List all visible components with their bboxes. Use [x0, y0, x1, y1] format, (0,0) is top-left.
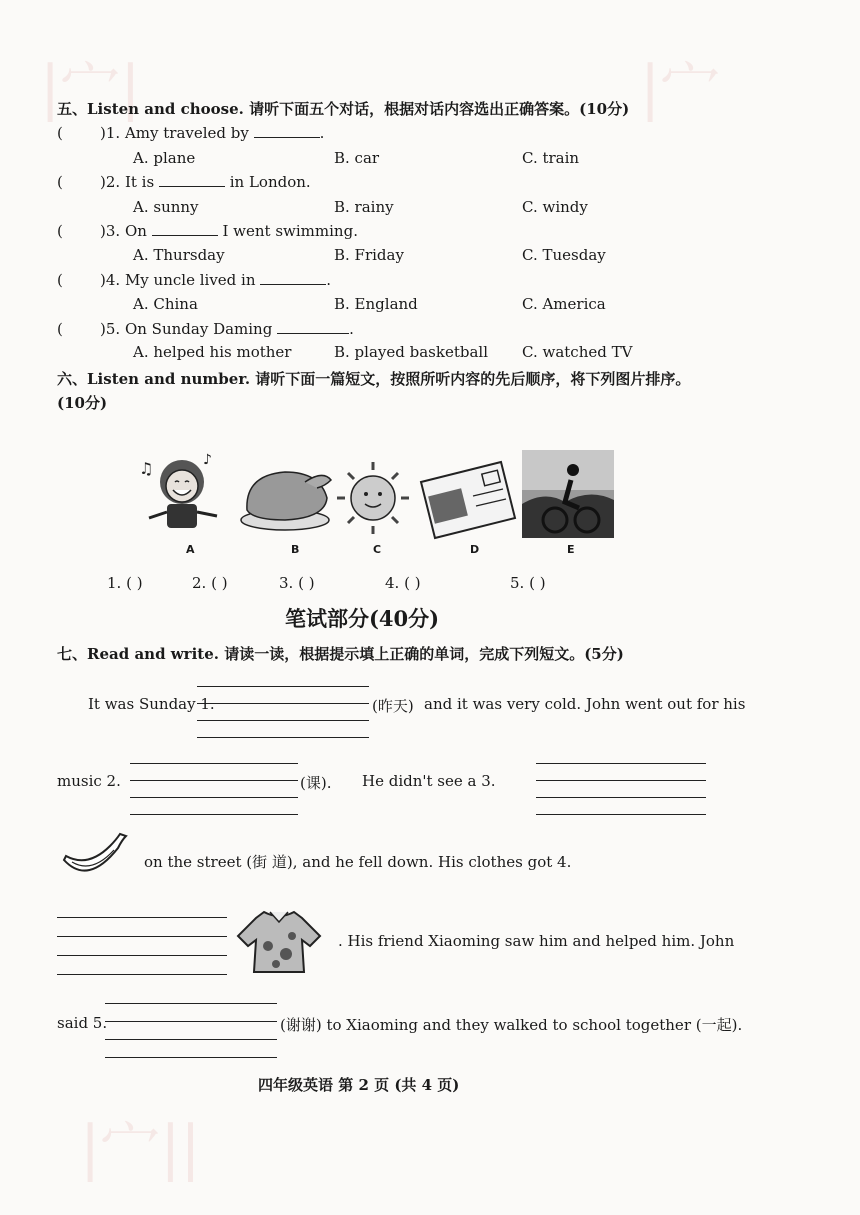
writing-guide-line [57, 917, 227, 918]
passage-text: It was Sunday 1. [88, 695, 215, 713]
option-c: C. America [522, 295, 606, 313]
writing-guide-line [536, 763, 706, 764]
section6-score: (10分) [57, 394, 108, 412]
option-c: C. Tuesday [522, 246, 606, 264]
answer-slot[interactable]: 2. ( ) [192, 574, 228, 592]
option-b: B. played basketball [334, 343, 488, 361]
passage-text: music 2. [57, 772, 121, 790]
passage-text: He didn't see a 3. [362, 772, 496, 790]
written-part-title: 笔试部分(40分) [285, 606, 440, 631]
picture-row [135, 440, 625, 540]
writing-guide-line [130, 797, 298, 798]
answer-blank[interactable] [277, 332, 349, 334]
passage-text: and it was very cold. John went out for his [424, 695, 746, 713]
writing-guide-line [57, 974, 227, 975]
svg-text:♫: ♫ [139, 459, 154, 478]
option-a: A. Thursday [133, 246, 225, 264]
option-a: A. sunny [133, 198, 199, 216]
answer-slot[interactable]: 1. ( ) [107, 574, 143, 592]
question-paren: ( [57, 173, 63, 191]
question-paren: ( [57, 320, 63, 338]
option-b: B. England [334, 295, 418, 313]
picture-label: B [291, 543, 300, 556]
passage-text: . His friend Xiaoming saw him and helped him. John [338, 932, 735, 950]
option-b: B. rainy [334, 198, 394, 216]
question-stem: )2. It is in London. [100, 173, 311, 191]
section6-heading: 六、Listen and number. 请听下面一篇短文，按照所听内容的先后顺序，将下列图片排序。 [57, 370, 691, 388]
writing-guide-line [130, 763, 298, 764]
page-footer: 四年级英语 第 2 页 (共 4 页) [258, 1076, 460, 1094]
postcard-icon [421, 462, 515, 538]
question-paren: ( [57, 124, 63, 142]
question-stem: )4. My uncle lived in . [100, 271, 332, 289]
question-paren: ( [57, 222, 63, 240]
answer-line-1[interactable] [197, 703, 369, 704]
singing-girl-icon [139, 452, 217, 528]
answer-line-2[interactable] [130, 780, 298, 781]
answer-line-4[interactable] [57, 936, 227, 937]
option-c: C. train [522, 149, 580, 167]
option-a: A. helped his mother [133, 343, 292, 361]
question-paren: ( [57, 271, 63, 289]
svg-text:♪: ♪ [203, 452, 212, 468]
hint-text: (课). [300, 774, 332, 792]
writing-guide-line [197, 720, 369, 721]
option-a: A. plane [133, 149, 196, 167]
answer-blank[interactable] [152, 234, 218, 236]
section5-heading: 五、Listen and choose. 请听下面五个对话，根据对话内容选出正确答案。(10分) [57, 100, 630, 118]
passage-text: said 5. [57, 1014, 108, 1032]
writing-guide-line [197, 737, 369, 738]
writing-guide-line [105, 1003, 277, 1004]
hint-text: (昨天) [372, 697, 414, 715]
option-c: C. windy [522, 198, 588, 216]
roast-chicken-icon [241, 472, 331, 530]
option-b: B. car [334, 149, 380, 167]
answer-line-3[interactable] [536, 780, 706, 781]
picture-label: D [470, 543, 480, 556]
answer-slot[interactable]: 5. ( ) [510, 574, 546, 592]
option-b: B. Friday [334, 246, 404, 264]
section7-heading: 七、Read and write. 请读一读，根据提示填上正确的单词，完成下列短文。(5分) [57, 645, 624, 663]
writing-guide-line [105, 1057, 277, 1058]
question-stem: )3. On I went swimming. [100, 222, 358, 240]
answer-line-5[interactable] [105, 1021, 277, 1022]
writing-guide-line [536, 814, 706, 815]
answer-slot[interactable]: 3. ( ) [279, 574, 315, 592]
answer-slot[interactable]: 4. ( ) [385, 574, 421, 592]
writing-guide-line [197, 686, 369, 687]
option-a: A. China [133, 295, 198, 313]
picture-label: C [373, 543, 382, 556]
question-stem: )5. On Sunday Daming . [100, 320, 354, 338]
answer-blank[interactable] [260, 283, 326, 285]
writing-guide-line [130, 814, 298, 815]
passage-text: on the street (街 道), and he fell down. His clothes got 4. [144, 853, 572, 871]
writing-guide-line [57, 955, 227, 956]
writing-guide-line [105, 1039, 277, 1040]
sun-icon [337, 462, 409, 534]
answer-blank[interactable] [159, 185, 225, 187]
picture-label: E [567, 543, 575, 556]
picture-label: A [186, 543, 195, 556]
option-c: C. watched TV [522, 343, 633, 361]
writing-guide-line [536, 797, 706, 798]
answer-blank[interactable] [254, 136, 320, 138]
question-stem: )1. Amy traveled by . [100, 124, 325, 142]
banana-icon [58, 830, 130, 882]
passage-text: (谢谢) to Xiaoming and they walked to school together (一起). [280, 1016, 743, 1034]
dirty-shirt-icon [234, 906, 324, 976]
cyclist-icon [522, 450, 614, 538]
